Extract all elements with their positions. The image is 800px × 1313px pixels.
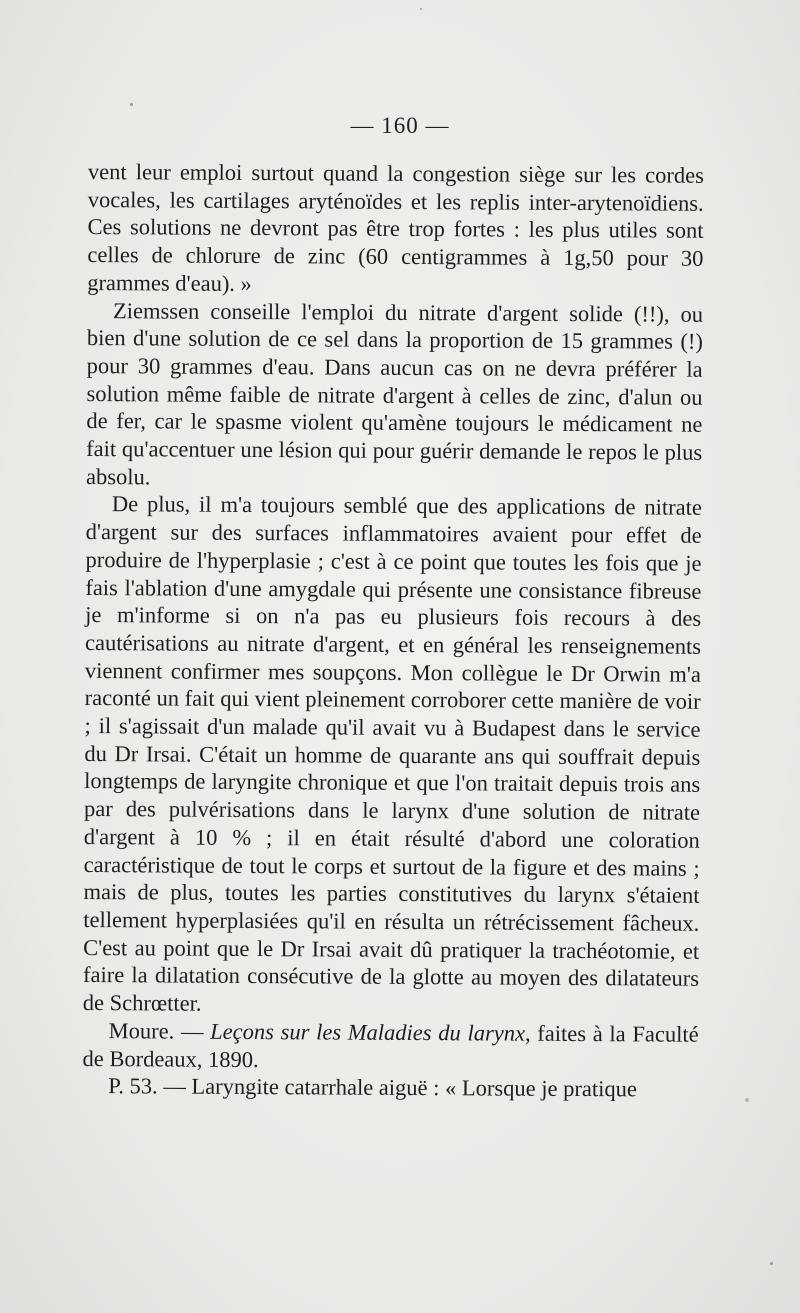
paper-speck bbox=[420, 8, 422, 10]
reference-title: Leçons sur les Maladies du larynx bbox=[210, 1018, 526, 1046]
paper-speck bbox=[770, 1262, 773, 1265]
paragraph-3: De plus, il m'a toujours semblé que des applications de nitrate d'argent sur des surfaces inflammatoires avaient pour effet de produire de l'hyperplasie ; c'est à ce point que toutes les fois que je fais l'ablation d'une amygdale qui présente une consistance fibreuse je m'informe si on n'a pas eu plusieurs fois recours à des cautérisations au nitrate d'argent, et en général les renseignements viennent confirmer mes soupçons. Mon collègue le Dr Orwin m'a raconté un fait qui vient pleinement corroborer cette manière de voir ; il s'agissait d'un malade qu'il avait vu à Budapest dans le service du Dr Irsai. C'était un homme de quarante ans qui souffrait depuis longtemps de laryngite chronique et que l'on traitait depuis trois ans par des pulvérisations dans le larynx d'une solution de nitrate d'argent à 10 % ; il en était résulté d'abord une coloration caractéristique de tout le corps et surtout de la figure et des mains ; mais de plus, toutes les parties constitutives du larynx s'étaient tellement hyperplasiées qu'il en résulta un rétrécissement fâcheux. C'est au point que le Dr Irsai avait dû pratiquer la trachéotomie, et faire la dilatation consécutive de la glotte au moyen des dilatateurs de Schrœtter. bbox=[82, 491, 702, 1016]
reference-rest: , faites à la Faculté de Bordeaux, 1890. bbox=[82, 1020, 699, 1072]
last-line: P. 53. — Laryngite catarrhale aiguë : « Lorsque je pratique bbox=[108, 1073, 637, 1102]
body-text bbox=[82, 158, 704, 1104]
reference-paragraph bbox=[82, 1017, 698, 1076]
paper-speck bbox=[745, 1098, 749, 1102]
reference-author: Moure. — bbox=[108, 1017, 211, 1044]
page-number: — 160 — bbox=[350, 113, 450, 138]
paragraph-1: vent leur emploi surtout quand la congestion siège sur les cordes vocales, les cartilages aryténoïdes et les replis inter-arytenoïdiens. Ces solutions ne devront pas être trop fortes : les plus utiles sont celles de chlorure de zinc (60 centigrammes à 1g,50 pour 30 grammes d'eau). » bbox=[87, 158, 704, 296]
paragraph-2: Ziemssen conseille l'emploi du nitrate d'argent solide (!!), ou bien d'une solution de ce sel dans la proportion de 15 grammes (!) pour 30 grammes d'eau. Dans aucun cas on ne devra préférer la solution même faible de nitrate d'argent à celles de zinc, d'alun ou de fer, car le spasme violent qu'amène toujours le médicament ne fait qu'accentuer une lésion qui pour guérir demande le repos le plus absolu. bbox=[85, 297, 704, 490]
paper-speck bbox=[130, 103, 133, 106]
